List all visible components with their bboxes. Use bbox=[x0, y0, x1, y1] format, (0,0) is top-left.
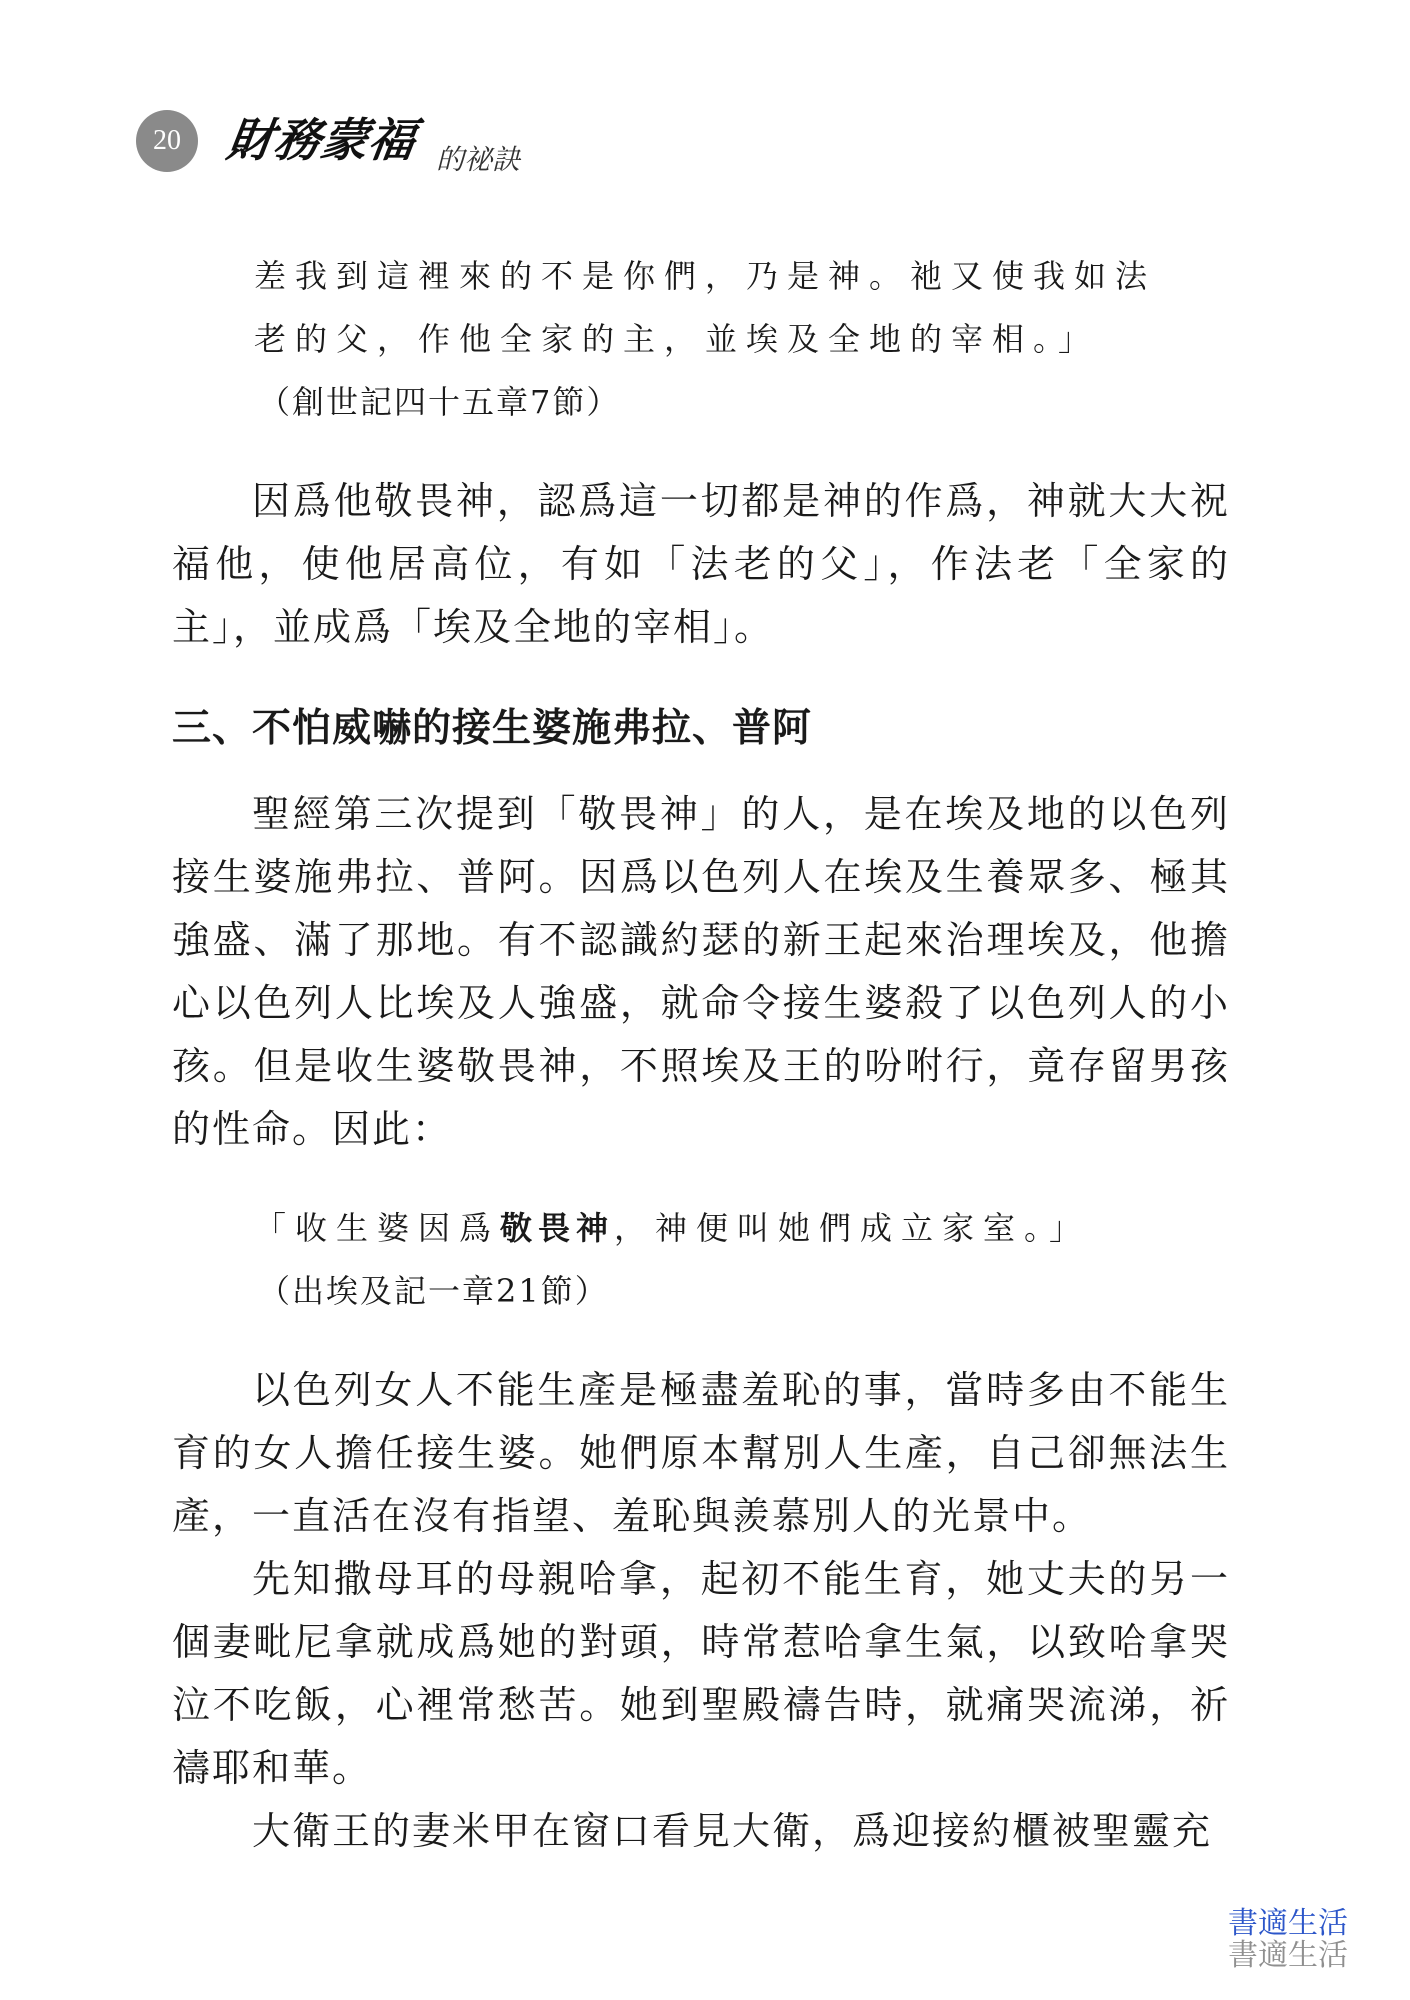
paragraph-block bbox=[172, 1359, 1230, 1863]
quote-text: 「收生婆因爲 bbox=[254, 1209, 501, 1247]
body-paragraph: 先知撒母耳的母親哈拿，起初不能生育，她丈夫的另一個妻毗尼拿就成爲她的對頭，時常惹哈拿生氣，以致哈拿哭泣不吃飯，心裡常愁苦。她到聖殿禱告時，就痛哭流涕，祈禱耶和華。 bbox=[172, 1557, 1230, 1790]
publisher-watermark bbox=[1228, 1908, 1348, 1972]
watermark-line: 書適生活 bbox=[1228, 1938, 1348, 1973]
paragraph-block bbox=[172, 470, 1230, 659]
watermark-line: 書適生活 bbox=[1228, 1906, 1348, 1941]
section-heading: 三、不怕威嚇的接生婆施弗拉、普阿 bbox=[172, 706, 813, 751]
body-paragraph: 聖經第三次提到「敬畏神」的人，是在埃及地的以色列接生婆施弗拉、普阿。因爲以色列人在埃及生養眾多、極其強盛、滿了那地。有不認識約瑟的新王起來治理埃及，他擔心以色列人比埃及人強盛，就命令接生婆殺了以色列人的小孩。但是收生婆敬畏神，不照埃及王的吩咐行，竟存留男孩的性命。因此： bbox=[172, 792, 1230, 1151]
quote-citation: （創世記四十五章7節） bbox=[258, 383, 621, 421]
page-body bbox=[172, 245, 1230, 1863]
quote-line bbox=[254, 1197, 1230, 1260]
quote-emphasis: 敬畏神 bbox=[500, 1209, 615, 1247]
quote-text: ，神便叫她們成立家室。」 bbox=[614, 1209, 1091, 1247]
page-number: 20 bbox=[153, 125, 181, 156]
body-paragraph: 大衛王的妻米甲在窗口看見大衛，爲迎接約櫃被聖靈充 bbox=[252, 1809, 1213, 1853]
body-paragraph: 以色列女人不能生產是極盡羞恥的事，當時多由不能生育的女人擔任接生婆。她們原本幫別人生產，自己卻無法生產，一直活在沒有指望、羞恥與羨慕別人的光景中。 bbox=[172, 1368, 1230, 1538]
quote-citation: （出埃及記一章21節） bbox=[258, 1272, 609, 1310]
page-header bbox=[136, 104, 836, 184]
book-title: 財務蒙福 bbox=[223, 113, 420, 167]
page-number-badge bbox=[136, 110, 198, 172]
scripture-quote-2 bbox=[172, 1197, 1230, 1323]
quote-line: 差我到這裡來的不是你們，乃是神。祂又使我如法 bbox=[254, 257, 1157, 295]
quote-line: 老的父，作他全家的主，並埃及全地的宰相。」 bbox=[254, 320, 1100, 358]
scripture-quote-1 bbox=[172, 245, 1230, 434]
book-subtitle: 的祕訣 bbox=[436, 143, 521, 176]
body-paragraph: 因爲他敬畏神，認爲這一切都是神的作爲，神就大大祝福他，使他居高位，有如「法老的父」，作法老「全家的主」，並成爲「埃及全地的宰相」。 bbox=[172, 479, 1230, 649]
